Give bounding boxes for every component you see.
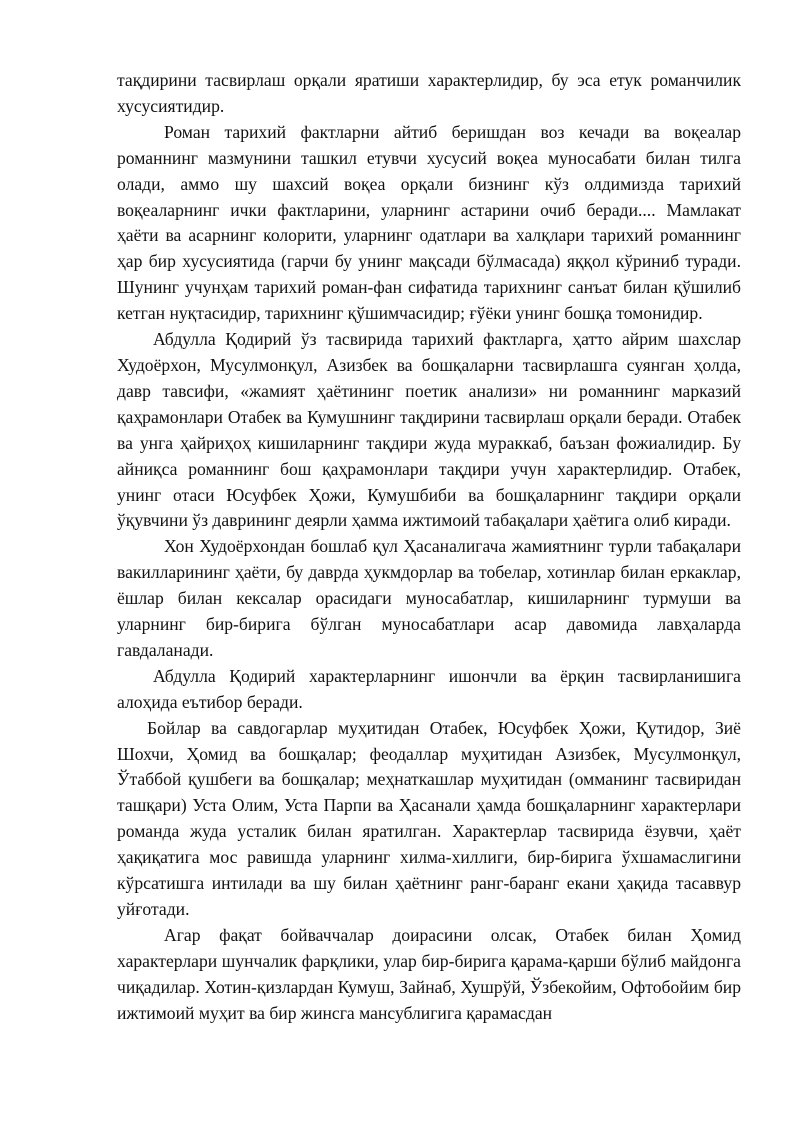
- document-body: [117, 68, 741, 1027]
- paragraph-social-strata: Хон Худоёрхондан бошлаб қул Ҳасаналигача жамиятнинг турли табақалари вакилларининг ҳаёти, бу даврда ҳукмдорлар ва тобелар, хотинлар билан еркаклар, ёшлар билан кексалар орасидаги муносабатлар, кишиларнинг турмуши ва уларнинг бир-бирига бўлган муносабатлари асар давомида лавҳаларда гавдаланади.: [117, 536, 741, 660]
- paragraph-character-groups: Бойлар ва савдогарлар муҳитидан Отабек, Юсуфбек Ҳожи, Қутидор, Зиё Шохчи, Ҳомид ва бошқалар; феодаллар муҳитидан Азизбек, Мусулмонқул, Ўтаббой қушбеги ва бошқалар; меҳнаткашлар муҳитидан (омманинг тасвиридан ташқари) Уста Олим, Уста Парпи ва Ҳасанали ҳамда бошқаларнинг характерлари романда жуда усталик билан яратилган. Характерлар тасвирида ёзувчи, ҳаёт ҳақиқатига мос равишда уларнинг хилма-хиллиги, бир-бирига ўхшамаслигини кўрсатишга интилади ва шу билан ҳаётнинг ранг-баранг екани ҳақида тасаввур уйғотади.: [117, 717, 741, 919]
- paragraph-contrast: Агар фақат бойваччалар доирасини олсак, Отабек билан Ҳомид характерлари шунчалик фарқлики, улар бир-бирига қарама-қарши бўлиб майдонга чиқадилар. Хотин-қизлардан Кумуш, Зайнаб, Хушрўй, Ўзбекойим, Офтобойим бир ижтимоий муҳит ва бир жинсга мансублигига қарамасдан: [117, 924, 741, 1023]
- paragraph-historical-novel: Роман тарихий фактларни айтиб беришдан воз кечади ва воқеалар романнинг мазмунини ташкил етувчи хусусий воқеа муносабати билан тилга олади, аммо шу шахсий воқеа орқали бизнинг кўз олдимизда тарихий воқеаларнинг ички фактларини, уларнинг астарини очиб беради.... Мамлакат ҳаёти ва асарнинг колорити, уларнинг одатлари ва халқлари тарихий романнинг ҳар бир хусусиятида (гарчи бу унинг мақсади бўлмасада) яққол кўриниб туради. Шунинг учунҳам тарихий роман-фан сифатида тарихнинг санъат билан қўшилиб кетган нуқтасидир, тарихнинг қўшимчасидир; ғўёки унинг бошқа томонидир.: [117, 121, 741, 324]
- paragraph-continuation: тақдирини тасвирлаш орқали яратиши характерлидир, бу эса етук романчилик хусусиятидир.: [117, 70, 741, 116]
- paragraph-characters-attention: Абдулла Қодирий характерларнинг ишончли ва ёрқин тасвирланишига алоҳида еътибор беради.: [117, 665, 741, 712]
- paragraph-qodiriy-facts: Абдулла Қодирий ўз тасвирида тарихий фактларга, ҳатто айрим шахслар Худоёрхон, Мусулмонқул, Азизбек ва бошқаларни тасвирлашга суянган ҳолда, давр тавсифи, «жамият ҳаётининг поетик анализи» ни романнинг марказий қаҳрамонлари Отабек ва Кумушнинг тақдирини тасвирлаш орқали беради. Отабек ва унга ҳайриҳоҳ кишиларнинг тақдири жуда мураккаб, баъзан фожиалидир. Бу айниқса романнинг бош қаҳрамонлари тақдири учун характерлидир. Отабек, унинг отаси Юсуфбек Ҳожи, Кумушбиби ва бошқаларнинг тақдири орқали ўқувчини ўз даврининг деярли ҳамма ижтимоий табақалари ҳаётига олиб киради.: [117, 329, 741, 531]
